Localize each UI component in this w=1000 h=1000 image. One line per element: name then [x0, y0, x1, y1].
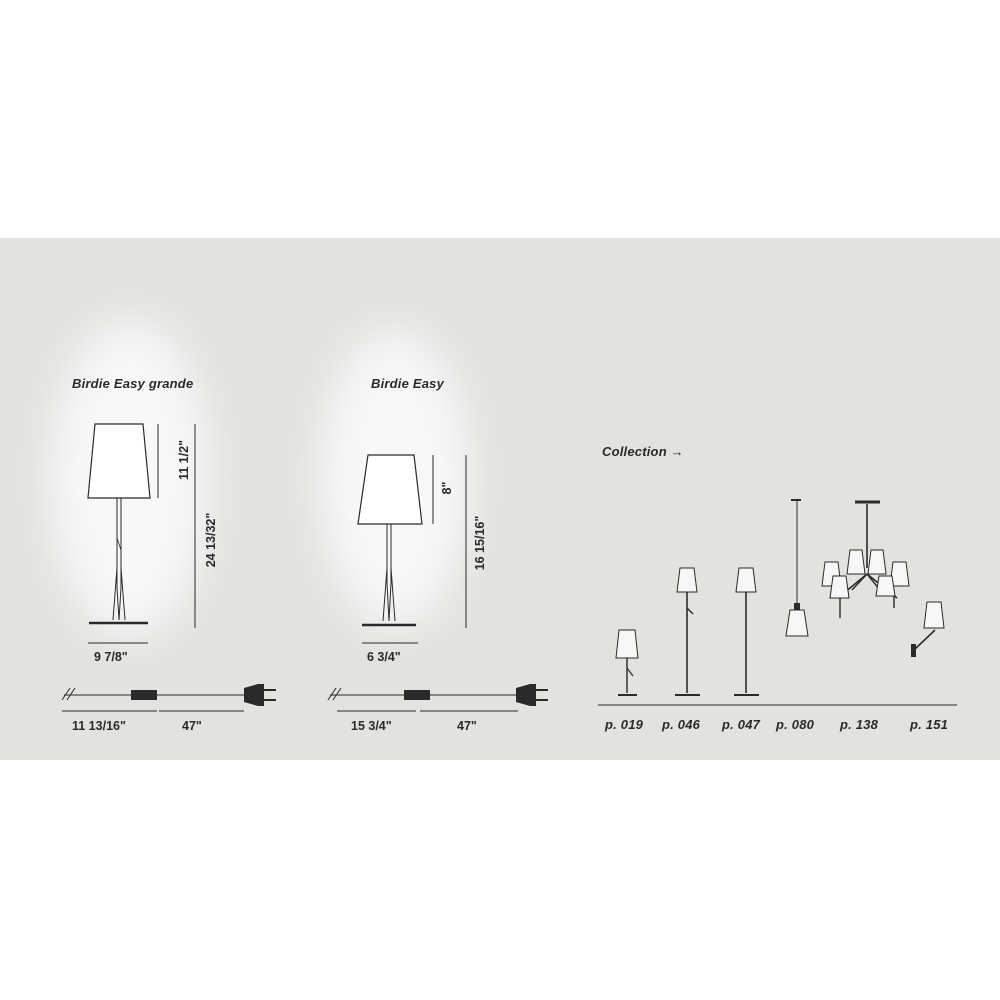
shade-height-label-easy: 8" — [440, 481, 454, 495]
collection-title: Collection → — [602, 444, 684, 459]
spec-sheet — [0, 238, 1000, 760]
cord-switch-length-easy: 15 3/4" — [351, 719, 392, 733]
product-title-easy: Birdie Easy — [371, 376, 445, 391]
collection-chandelier-icon — [822, 502, 909, 618]
cord-switch-length-grande: 11 13/16" — [72, 719, 126, 733]
drawing-canvas — [0, 238, 1000, 760]
cord-plug-length-grande: 47" — [182, 719, 202, 733]
collection-page-047[interactable]: p. 047 — [722, 717, 761, 732]
lamp-easy-drawing — [358, 455, 422, 625]
collection-page-138[interactable]: p. 138 — [840, 717, 879, 732]
collection-reading-floor-lamp-icon — [675, 568, 700, 695]
collection-table-lamp-icon — [616, 630, 638, 695]
collection-page-080[interactable]: p. 080 — [776, 717, 815, 732]
product-title-grande: Birdie Easy grande — [72, 376, 194, 391]
base-width-label-grande: 9 7/8" — [94, 650, 128, 664]
collection-floor-lamp-icon — [734, 568, 759, 695]
collection-pendant-icon — [786, 500, 808, 636]
cord-plug-length-easy: 47" — [457, 719, 477, 733]
collection-page-019[interactable]: p. 019 — [605, 717, 644, 732]
lamp-grande-drawing — [88, 424, 150, 623]
grande-cord-drawing — [62, 684, 276, 711]
easy-cord-drawing — [328, 684, 548, 711]
total-height-label-grande: 24 13/32" — [204, 512, 218, 568]
collection-wall-lamp-icon — [911, 602, 944, 657]
collection-page-046[interactable]: p. 046 — [662, 717, 701, 732]
total-height-label-easy: 16 15/16" — [473, 515, 487, 571]
shade-height-label-grande: 11 1/2" — [177, 440, 191, 480]
base-width-label-easy: 6 3/4" — [367, 650, 401, 664]
collection-page-151[interactable]: p. 151 — [910, 717, 949, 732]
